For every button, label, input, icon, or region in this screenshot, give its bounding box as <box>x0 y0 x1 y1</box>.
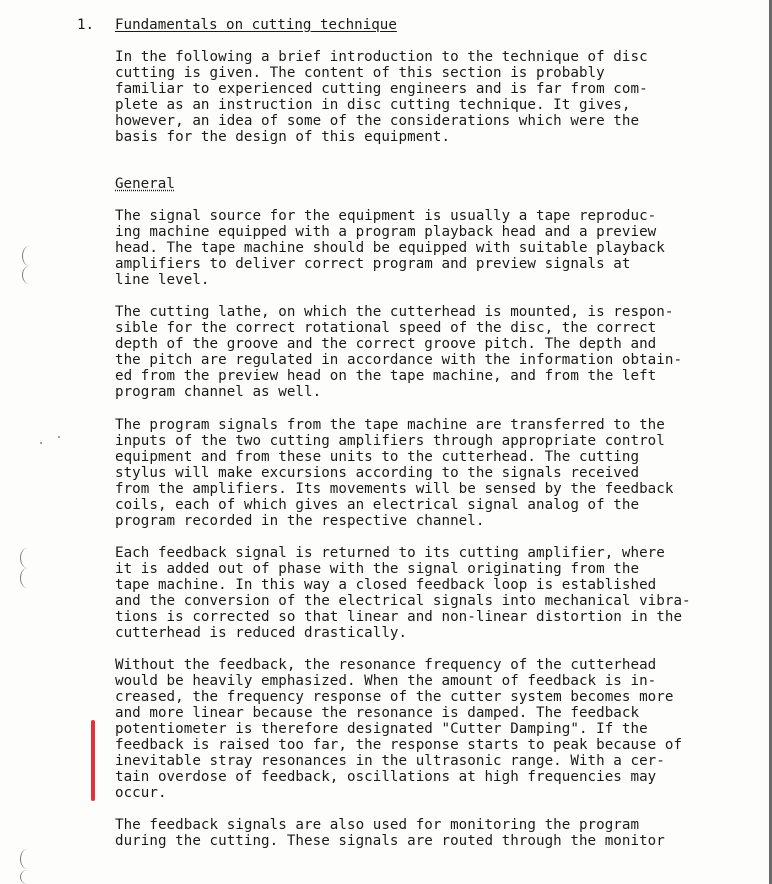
binding-hole-mark <box>20 568 35 588</box>
paragraph-signal-source: The signal source for the equipment is usually a tape reproduc- ing machine equipped with a program playback head and a preview head. The tape machine should be equipped with suitable playback amplifiers to deliver correct program and preview signals at line level. <box>115 208 665 288</box>
binding-hole-mark <box>20 849 35 869</box>
binding-hole-mark <box>22 246 37 266</box>
paragraph-program-signals: The program signals from the tape machine are transferred to the inputs of the two cutting amplifiers through appropriate control equipment and from these units to the cutterhead. The cutting stylus will make excursions according to the signals received from the amplifiers. Its movements will be sensed by the feedback coils, each of which gives an electrical signal analog of the program recorded in the respective channel. <box>115 417 674 529</box>
paragraph-cutting-lathe: The cutting lathe, on which the cutterhead is mounted, is respon- sible for the correct rotational speed of the disc, the correct depth of the groove and the correct groove pitch. The depth and the pitch are regulated in accordance with the information obtain- ed from the preview head on the tape machine, and from the left program channel as well. <box>115 304 683 400</box>
paragraph-without-feedback: Without the feedback, the resonance frequency of the cutterhead would be heavily emphasized. When the amount of feedback is in- creased, the frequency response of the cutter system becomes more and more linear because the resonance is damped. The feedback potentiometer is therefore designated "Cutter Damping". If the feedback is raised too far, the response starts to peak because of inevitable stray resonances in the ultrasonic range. With a cer- tain overdose of feedback, oscillations at high frequencies may occur. <box>115 657 683 801</box>
paragraph-monitoring: The feedback signals are also used for monitoring the program during the cutting. These signals are routed through the monitor <box>115 817 665 849</box>
margin-change-bar <box>91 720 95 801</box>
scan-speck <box>40 442 42 444</box>
scan-speck <box>58 436 60 438</box>
binding-hole-mark <box>20 548 35 568</box>
section-number: 1. <box>77 17 95 33</box>
subheading-general: General <box>115 176 175 192</box>
paragraph-intro: In the following a brief introduction to the technique of disc cutting is given. The content of this section is probably familiar to experienced cutting engineers and is far from com- plete as an instruction in disc cutting technique. It gives, however, an idea of some of the considerations which were the basis for the design of this equipment. <box>115 49 648 145</box>
binding-hole-mark <box>20 870 35 884</box>
paragraph-feedback-signal: Each feedback signal is returned to its cutting amplifier, where it is added out of phase with the signal originating from the tape machine. In this way a closed feedback loop is established and the conversion of the electrical signals into mechanical vibra- tions is corrected so that linear and non-linear distortion in the cutterhead is reduced drastically. <box>115 545 691 641</box>
section-title: Fundamentals on cutting technique <box>115 17 397 33</box>
binding-hole-mark <box>22 266 37 284</box>
